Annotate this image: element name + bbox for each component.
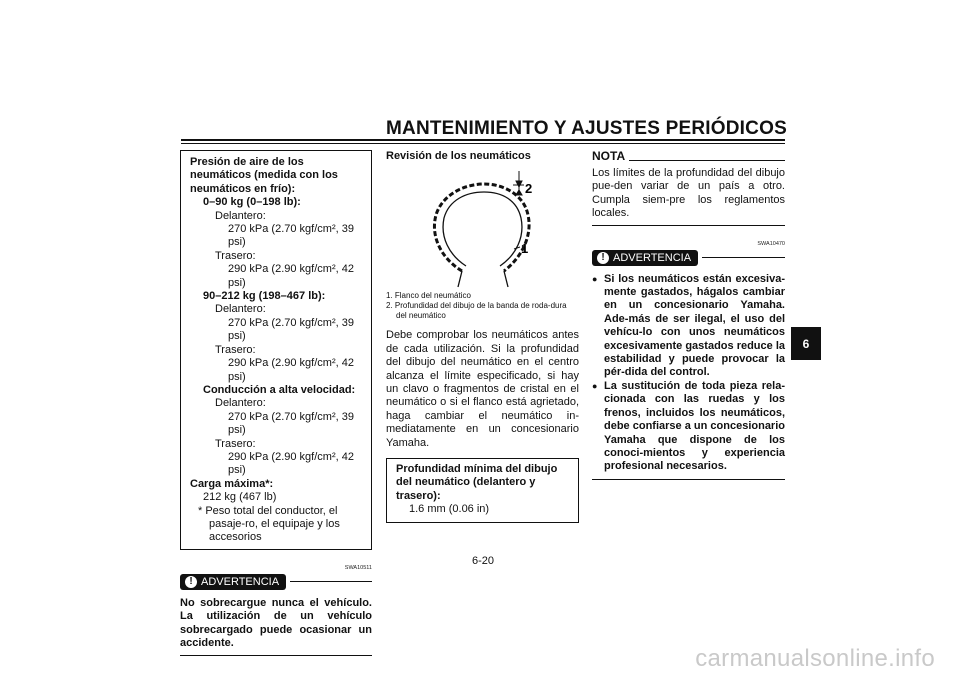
- warning-rule: [702, 257, 785, 258]
- header-rule-thin: [181, 143, 785, 144]
- warning-icon: !: [185, 576, 197, 588]
- header-rule: [181, 139, 785, 141]
- warning-header: [180, 574, 372, 590]
- spec-rear-label: Trasero:: [215, 343, 256, 356]
- warning-badge: [592, 250, 698, 266]
- note-label: NOTA: [592, 149, 626, 163]
- list-item: ● La sustitución de toda pieza rela-cionada con las ruedas y los frenos, incluidos los neumáticos, debe confiarse a un concesionario Yamaha que dispone de los conoci-mientos y experiencia profesional necesarios.: [592, 379, 785, 473]
- figure-label-1: 1: [521, 241, 529, 257]
- tread-depth-spec-box: [386, 458, 579, 523]
- spec-rear-label: Trasero:: [215, 249, 256, 262]
- note-header: [592, 150, 785, 163]
- caption-item: 1. Flanco del neumático: [386, 291, 471, 301]
- page-number: 6-20: [471, 555, 495, 567]
- middle-column: [386, 150, 579, 523]
- warning-end-rule: [180, 655, 372, 656]
- spec-front-label: Delantero:: [215, 397, 266, 410]
- warning-rule: [290, 581, 372, 582]
- caption-item: 2. Profundidad del dibujo de la banda de roda-dura del neumático: [386, 301, 567, 321]
- tire-pressure-spec-box: [180, 150, 372, 550]
- note-rule: [629, 160, 785, 161]
- warning-label: ADVERTENCIA: [201, 575, 280, 588]
- warning-badge: [180, 574, 286, 590]
- figure-label-2: 2: [525, 181, 533, 197]
- note-text: Los límites de la profundidad del dibujo pue-den variar de un país a otro. Cumpla siem-pre los reglamentos locales.: [592, 167, 785, 220]
- right-column: [592, 150, 785, 480]
- spec-rear-value: 290 kPa (2.90 kgf/cm², 42 psi): [228, 450, 354, 477]
- spec-front-value: 270 kPa (2.70 kgf/cm², 39 psi): [228, 316, 354, 343]
- warning-icon: !: [597, 252, 609, 264]
- warning-code: SWA10470: [757, 240, 785, 247]
- depth-value: 1.6 mm (0.06 in): [409, 503, 490, 516]
- spec-rear-label: Trasero:: [215, 437, 256, 450]
- tire-illustration: [386, 165, 579, 289]
- body-paragraph: Debe comprobar los neumáticos antes de cada utilización. Si la profundidad del dibujo del neumático en el centro alcanza el límite especificado, si hay un clavo o fragmentos de cristal en el neumático o si el flanco está agrietado, haga cambiar el neumático in-mediatamente en un concesionario Yamaha.: [386, 329, 579, 449]
- page-title: MANTENIMIENTO Y AJUSTES PERIÓDICOS: [386, 118, 787, 139]
- warning-end-rule: [592, 479, 785, 480]
- warning-code: SWA10511: [344, 564, 372, 571]
- spec-max-load-value: 212 kg (467 lb): [203, 491, 277, 504]
- note-end-rule: [592, 225, 785, 226]
- spec-front-label: Delantero:: [215, 209, 266, 222]
- warning-label: ADVERTENCIA: [613, 251, 692, 264]
- spec-front-value: 270 kPa (2.70 kgf/cm², 39 psi): [228, 223, 354, 249]
- depth-title: Profundidad mínima del dibujo del neumático (delantero y trasero):: [396, 463, 558, 502]
- chapter-tab: 6: [791, 327, 821, 360]
- spec-rear-value: 290 kPa (2.90 kgf/cm², 42 psi): [228, 263, 354, 289]
- spec-front-label: Delantero:: [215, 303, 266, 316]
- warning-bullets: [592, 273, 785, 474]
- tire-diagram: [386, 165, 579, 289]
- list-item: ● Si los neumáticos están excesiva-mente gastados, hágalos cambiar en un concesionario Yamaha. Ade-más de ser ilegal, el uso del vehícu-lo con unos neumáticos excesivamente gastados reduce la estabilidad y puede provocar la pér-dida del control.: [592, 272, 785, 379]
- spec-load-2: 90–212 kg (198–467 lb):: [203, 290, 326, 303]
- bullet-icon: ●: [592, 380, 598, 391]
- spec-footnote: * Peso total del conductor, el pasaje-ro, el equipaje y los accesorios: [198, 504, 340, 544]
- spec-title: Presión de aire de los neumáticos (medida con los neumáticos en frío):: [190, 156, 338, 195]
- spec-max-load-label: Carga máxima*:: [190, 477, 274, 490]
- spec-load-3: Conducción a alta velocidad:: [203, 383, 356, 396]
- bullet-icon: ●: [592, 273, 598, 284]
- watermark: carmanualsonline.info: [695, 645, 935, 672]
- warning-header: [592, 250, 785, 266]
- left-column: [180, 150, 372, 656]
- spec-load-1: 0–90 kg (0–198 lb):: [203, 196, 301, 209]
- warning-text: No sobrecargue nunca el vehículo. La utilización de un vehículo sobrecargado puede ocasionar un accidente.: [180, 596, 372, 649]
- spec-rear-value: 290 kPa (2.90 kgf/cm², 42 psi): [228, 357, 354, 383]
- figure-captions: [386, 291, 579, 321]
- section-title: Revisión de los neumáticos: [386, 150, 531, 162]
- spec-front-value: 270 kPa (2.70 kgf/cm², 39 psi): [228, 410, 354, 437]
